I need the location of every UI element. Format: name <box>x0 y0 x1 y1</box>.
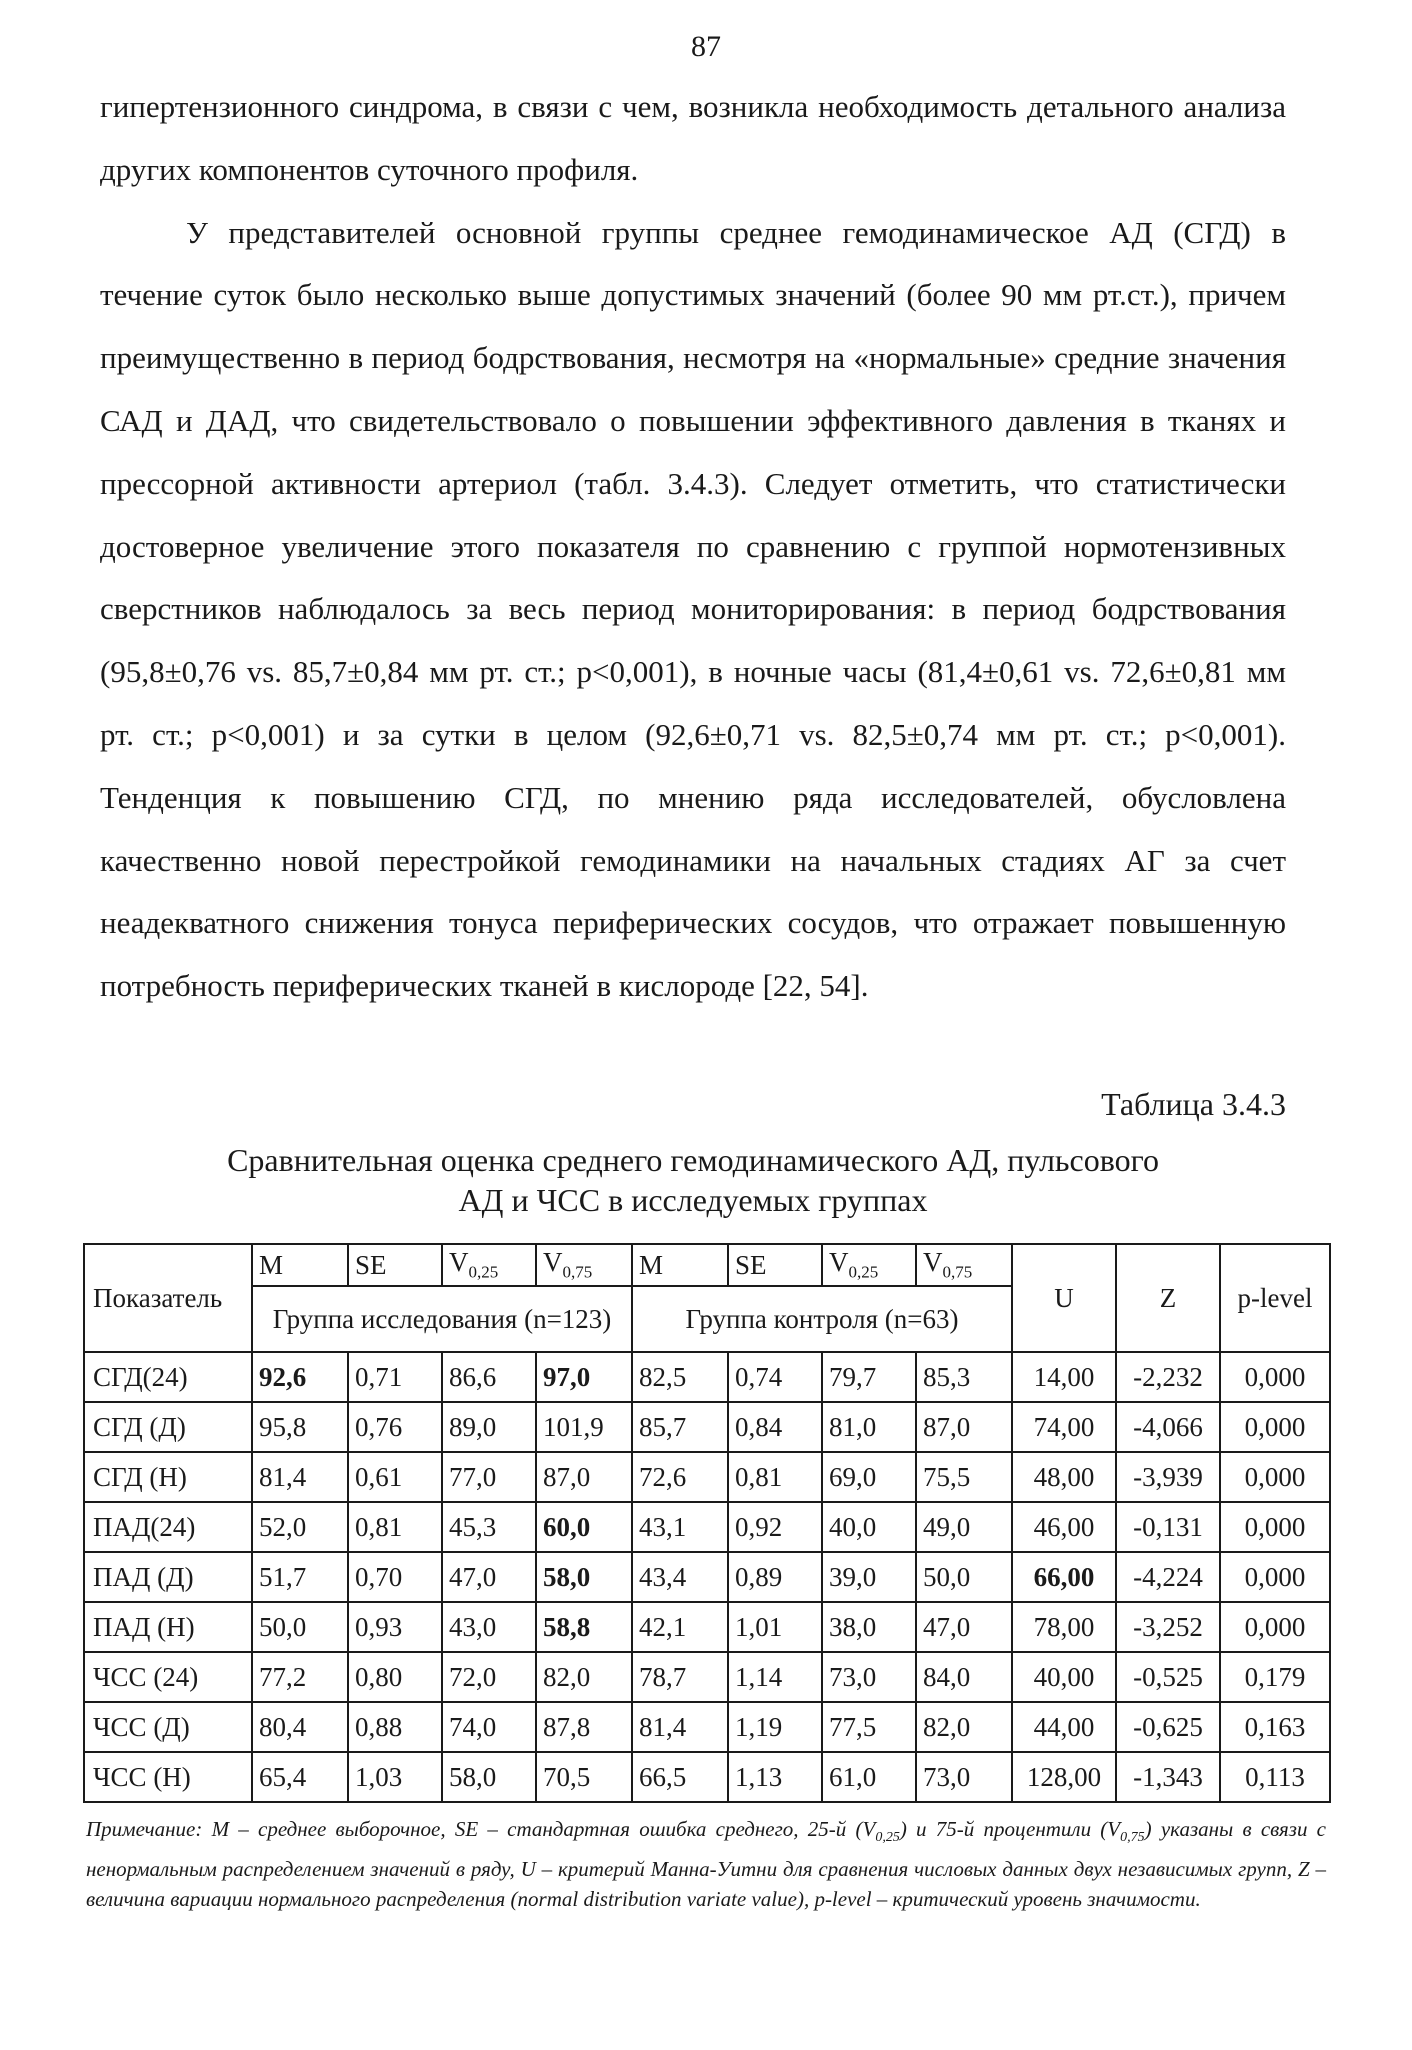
table-cell: 40,00 <box>1012 1652 1116 1702</box>
table-row <box>84 1402 1330 1452</box>
table-cell: 0,80 <box>348 1652 442 1702</box>
table-cell: 58,0 <box>442 1752 536 1802</box>
table-cell: 79,7 <box>822 1352 916 1402</box>
header-control-v075: $V_{0,75}$ <box>916 1244 1012 1286</box>
table-cell: 1,14 <box>728 1652 822 1702</box>
header-plevel: p-level <box>1220 1244 1330 1352</box>
table-cell: 60,0 <box>536 1502 632 1552</box>
table-cell: 1,01 <box>728 1602 822 1652</box>
table-cell: 39,0 <box>822 1552 916 1602</box>
table-row <box>84 1602 1330 1652</box>
table-cell: 128,00 <box>1012 1752 1116 1802</box>
header-control-se: SE <box>728 1244 822 1286</box>
table-cell: -3,252 <box>1116 1602 1220 1652</box>
table-cell: 61,0 <box>822 1752 916 1802</box>
row-indicator-cell: ПАД(24) <box>84 1502 252 1552</box>
table-cell: 0,000 <box>1220 1452 1330 1502</box>
table-cell: 58,8 <box>536 1602 632 1652</box>
table-cell: 0,000 <box>1220 1552 1330 1602</box>
table-header-row-stats <box>84 1244 1330 1286</box>
table-cell: 87,0 <box>916 1402 1012 1452</box>
table-cell: 73,0 <box>916 1752 1012 1802</box>
table-cell: 0,81 <box>348 1502 442 1552</box>
table-cell: 0,000 <box>1220 1502 1330 1552</box>
table-row <box>84 1652 1330 1702</box>
table-cell: 44,00 <box>1012 1702 1116 1752</box>
table-cell: 95,8 <box>252 1402 348 1452</box>
table-cell: 0,163 <box>1220 1702 1330 1752</box>
table-cell: 1,19 <box>728 1702 822 1752</box>
paragraph-sgd: У представителей основной группы среднее гемодинамическое АД (СГД) в течение суток было несколько выше допустимых значений (более 90 мм рт.ст.), причем преимущественно в период бодрствования, несмотря на «нормальные» средние значения САД и ДАД, что свидетельствовало о повышении эффективного давления в тканях и прессорной активности артериол (табл. 3.4.3). Следует отметить, что статистически достоверное увеличение этого показателя по сравнению с группой нормотензивных сверстников наблюдалось за весь период мониторирования: в период бодрствования (95,8±0,76 vs. 85,7±0,84 мм рт. ст.; p<0,001), в ночные часы (81,4±0,61 vs. 72,6±0,81 мм рт. ст.; p<0,001) и за сутки в целом (92,6±0,71 vs. 82,5±0,74 мм рт. ст.; p<0,001). Тенденция к повышению СГД, по мнению ряда исследователей, обусловлена качественно новой перестройкой гемодинамики на начальных стадиях АГ за счет неадекватного снижения тонуса периферических сосудов, что отражает повышенную потребность периферических тканей в кислороде [22, 54]. <box>100 214 1286 1004</box>
table-row <box>84 1352 1330 1402</box>
row-indicator-cell: СГД(24) <box>84 1352 252 1402</box>
table-cell: -4,224 <box>1116 1552 1220 1602</box>
header-control-v025: $V_{0,25}$ <box>822 1244 916 1286</box>
row-indicator-cell: СГД (Н) <box>84 1452 252 1502</box>
table-cell: 85,3 <box>916 1352 1012 1402</box>
table-cell: 0,113 <box>1220 1752 1330 1802</box>
table-cell: 80,4 <box>252 1702 348 1752</box>
table-cell: 45,3 <box>442 1502 536 1552</box>
table-cell: 87,0 <box>536 1452 632 1502</box>
table-cell: 82,5 <box>632 1352 728 1402</box>
table-cell: 42,1 <box>632 1602 728 1652</box>
table-cell: 66,00 <box>1012 1552 1116 1602</box>
table-cell: 47,0 <box>916 1602 1012 1652</box>
header-z: Z <box>1116 1244 1220 1352</box>
table-cell: 0,000 <box>1220 1602 1330 1652</box>
table-cell: 1,03 <box>348 1752 442 1802</box>
table-cell: 0,000 <box>1220 1402 1330 1452</box>
table-cell: 87,8 <box>536 1702 632 1752</box>
table-title <box>100 1140 1286 1220</box>
table-cell: -4,066 <box>1116 1402 1220 1452</box>
data-table <box>83 1243 1331 1803</box>
paragraph-continuation: гипертензионного синдрома, в связи с чем, возникла необходимость детального анализа других компонентов суточного профиля. <box>100 89 1286 187</box>
table-cell: 77,2 <box>252 1652 348 1702</box>
row-indicator-cell: СГД (Д) <box>84 1402 252 1452</box>
table-cell: 86,6 <box>442 1352 536 1402</box>
table-cell: 75,5 <box>916 1452 1012 1502</box>
table-cell: 70,5 <box>536 1752 632 1802</box>
table-cell: -0,525 <box>1116 1652 1220 1702</box>
table-cell: 0,93 <box>348 1602 442 1652</box>
header-u: U <box>1012 1244 1116 1352</box>
table-cell: 97,0 <box>536 1352 632 1402</box>
table-cell: 1,13 <box>728 1752 822 1802</box>
table-row <box>84 1702 1330 1752</box>
table-label: Таблица 3.4.3 <box>1101 1086 1286 1122</box>
table-cell: 0,92 <box>728 1502 822 1552</box>
header-indicator: Показатель <box>84 1244 252 1352</box>
table-cell: 40,0 <box>822 1502 916 1552</box>
table-cell: 85,7 <box>632 1402 728 1452</box>
table-cell: 0,81 <box>728 1452 822 1502</box>
table-body <box>84 1352 1330 1802</box>
table-cell: 81,4 <box>252 1452 348 1502</box>
table-cell: -1,343 <box>1116 1752 1220 1802</box>
table-cell: 92,6 <box>252 1352 348 1402</box>
table-cell: 0,000 <box>1220 1352 1330 1402</box>
page-number: 87 <box>691 30 721 63</box>
table-cell: 52,0 <box>252 1502 348 1552</box>
header-study-v075: $V_{0,75}$ <box>536 1244 632 1286</box>
table-cell: 0,76 <box>348 1402 442 1452</box>
table-cell: 43,1 <box>632 1502 728 1552</box>
table-cell: -0,625 <box>1116 1702 1220 1752</box>
table-title-line-1: Сравнительная оценка среднего гемодинамического АД, пульсового <box>227 1142 1159 1178</box>
table-cell: 81,4 <box>632 1702 728 1752</box>
data-table-container <box>83 1243 1329 1803</box>
table-cell: 84,0 <box>916 1652 1012 1702</box>
row-indicator-cell: ЧСС (Н) <box>84 1752 252 1802</box>
table-cell: 0,74 <box>728 1352 822 1402</box>
header-control-m: M <box>632 1244 728 1286</box>
table-cell: 101,9 <box>536 1402 632 1452</box>
table-cell: 77,0 <box>442 1452 536 1502</box>
table-cell: 0,88 <box>348 1702 442 1752</box>
table-cell: 43,4 <box>632 1552 728 1602</box>
table-cell: 0,89 <box>728 1552 822 1602</box>
table-cell: 0,70 <box>348 1552 442 1602</box>
table-cell: 65,4 <box>252 1752 348 1802</box>
row-indicator-cell: ЧСС (24) <box>84 1652 252 1702</box>
body-text <box>100 76 1286 1018</box>
table-cell: 0,179 <box>1220 1652 1330 1702</box>
table-cell: 58,0 <box>536 1552 632 1602</box>
table-cell: 73,0 <box>822 1652 916 1702</box>
row-indicator-cell: ПАД (Д) <box>84 1552 252 1602</box>
table-cell: 82,0 <box>536 1652 632 1702</box>
table-cell: 74,0 <box>442 1702 536 1752</box>
header-study-se: SE <box>348 1244 442 1286</box>
table-cell: 72,0 <box>442 1652 536 1702</box>
row-indicator-cell: ПАД (Н) <box>84 1602 252 1652</box>
table-cell: 14,00 <box>1012 1352 1116 1402</box>
table-cell: 82,0 <box>916 1702 1012 1752</box>
table-cell: 50,0 <box>252 1602 348 1652</box>
table-cell: 0,71 <box>348 1352 442 1402</box>
table-cell: 72,6 <box>632 1452 728 1502</box>
table-cell: 47,0 <box>442 1552 536 1602</box>
row-indicator-cell: ЧСС (Д) <box>84 1702 252 1752</box>
table-row <box>84 1552 1330 1602</box>
table-cell: -2,232 <box>1116 1352 1220 1402</box>
table-cell: 78,00 <box>1012 1602 1116 1652</box>
table-cell: 0,61 <box>348 1452 442 1502</box>
table-cell: 78,7 <box>632 1652 728 1702</box>
table-cell: 74,00 <box>1012 1402 1116 1452</box>
table-row <box>84 1502 1330 1552</box>
table-title-line-2: АД и ЧСС в исследуемых группах <box>458 1182 928 1218</box>
note-text: Примечание: M – среднее выборочное, SE – стандартная ошибка среднего, 25-й $(V_{0,25})$ и 75-й процентили $(V_{0,75})$ указаны в связи с ненормальным распределением значений в ряду, U – критерий Манна-Уитни для сравнения числовых данных двух независимых групп, Z – величина вариации нормального распределения (normal distribution variate value), p-level – критический уровень значимости. <box>86 1817 1326 1912</box>
table-cell: 48,00 <box>1012 1452 1116 1502</box>
table-row <box>84 1452 1330 1502</box>
table-cell: -3,939 <box>1116 1452 1220 1502</box>
table-cell: -0,131 <box>1116 1502 1220 1552</box>
table-cell: 89,0 <box>442 1402 536 1452</box>
header-group-study: Группа исследования (n=123) <box>252 1286 632 1352</box>
table-cell: 51,7 <box>252 1552 348 1602</box>
table-cell: 50,0 <box>916 1552 1012 1602</box>
table-cell: 77,5 <box>822 1702 916 1752</box>
table-cell: 0,84 <box>728 1402 822 1452</box>
table-cell: 66,5 <box>632 1752 728 1802</box>
table-cell: 38,0 <box>822 1602 916 1652</box>
table-cell: 46,00 <box>1012 1502 1116 1552</box>
table-note <box>86 1814 1326 1915</box>
header-study-m: M <box>252 1244 348 1286</box>
table-cell: 43,0 <box>442 1602 536 1652</box>
header-group-control: Группа контроля (n=63) <box>632 1286 1012 1352</box>
table-cell: 49,0 <box>916 1502 1012 1552</box>
table-cell: 81,0 <box>822 1402 916 1452</box>
header-study-v025: $V_{0,25}$ <box>442 1244 536 1286</box>
table-cell: 69,0 <box>822 1452 916 1502</box>
table-row <box>84 1752 1330 1802</box>
